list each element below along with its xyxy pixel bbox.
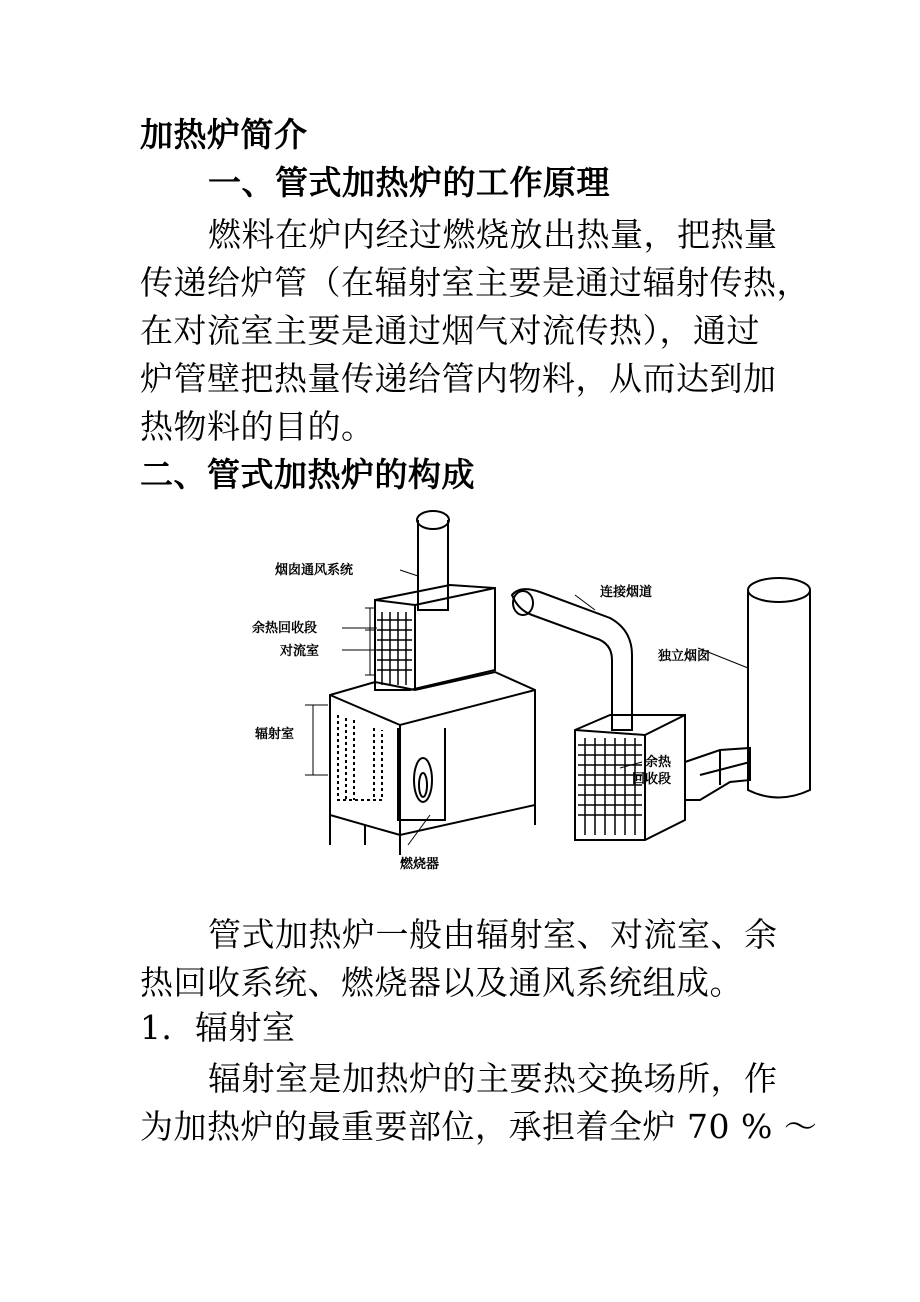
convection-tube-grid (377, 612, 412, 685)
chimney-duct (685, 748, 750, 800)
label-independent-chimney: 独立烟囱 (658, 649, 711, 664)
document-title: 加热炉简介 (140, 115, 308, 154)
label-chimney-ventilation: 烟囱通风系统 (275, 563, 354, 578)
subsection1-line-1: 辐射室是加热炉的主要热交换场所，作 (208, 1059, 778, 1098)
furnace-diagram (250, 500, 820, 880)
radiation-box (330, 672, 535, 835)
label-convection-room: 对流室 (280, 644, 320, 659)
label-waste-heat-section: 余热回收段 (252, 621, 318, 636)
subsection1-line-2: 为加热炉的最重要部位，承担着全炉 70 % ～ (140, 1107, 818, 1146)
main-chimney (418, 520, 448, 610)
section1-heading: 一、管式加热炉的工作原理 (208, 163, 610, 202)
section1-line-2: 传递给炉管（在辐射室主要是通过辐射传热， (140, 263, 810, 302)
section1-line-3: 在对流室主要是通过烟气对流传热），通过 (140, 311, 760, 350)
label-radiation-room: 辐射室 (255, 727, 295, 742)
burner-icon (414, 758, 432, 802)
section2-line-1: 管式加热炉一般由辐射室、对流室、余 (208, 915, 778, 954)
subsection1-heading: 1．辐射室 (140, 1008, 296, 1047)
label-connecting-flue: 连接烟道 (600, 585, 653, 600)
section1-line-5: 热物料的目的。 (140, 407, 375, 446)
main-chimney-top (417, 511, 449, 529)
section1-line-4: 炉管壁把热量传递给管内物料，从而达到加 (140, 359, 777, 398)
label-waste-heat-line1: 余热 (645, 755, 672, 770)
independent-chimney (748, 590, 810, 798)
section2-line-2: 热回收系统、燃烧器以及通风系统组成。 (140, 963, 743, 1002)
label-burner: 燃烧器 (400, 857, 440, 872)
section1-line-1: 燃料在炉内经过燃烧放出热量，把热量 (208, 215, 778, 254)
section2-heading: 二、管式加热炉的构成 (140, 455, 475, 494)
radiation-tubes-left (338, 715, 382, 800)
label-waste-heat-line2: 回收段 (632, 772, 672, 787)
